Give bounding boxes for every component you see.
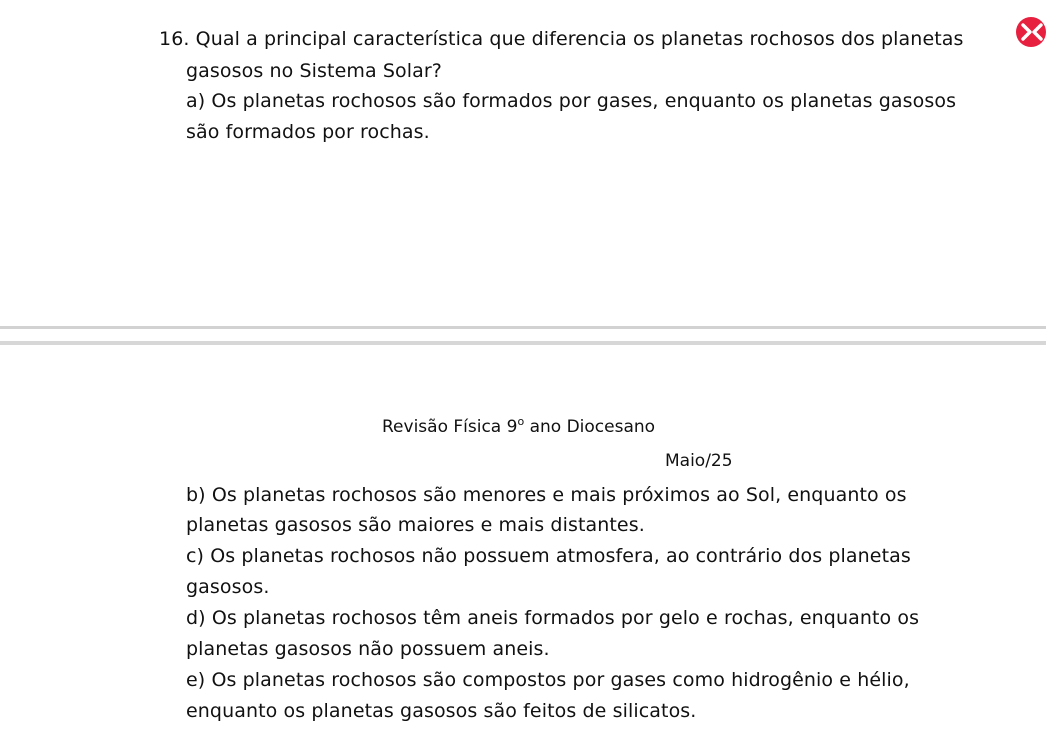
- page-bottom: [0, 346, 1046, 745]
- option-e-line1: e) Os planetas rochosos são compostos por gases como hidrogênio e hélio,: [186, 669, 910, 691]
- option-b-line2: planetas gasosos são maiores e mais distantes.: [186, 514, 645, 536]
- option-d-line2: planetas gasosos não possuem aneis.: [186, 638, 550, 660]
- option-b-line1: b) Os planetas rochosos são menores e mais próximos ao Sol, enquanto os: [186, 484, 907, 506]
- question-title-line2: gasosos no Sistema Solar?: [186, 60, 442, 82]
- close-icon: [1021, 23, 1043, 41]
- option-a-line1: a) Os planetas rochosos são formados por gases, enquanto os planetas gasosos: [186, 90, 957, 112]
- document-header-title: [382, 416, 655, 440]
- option-d-line1: d) Os planetas rochosos têm aneis formados por gelo e rochas, enquanto os: [186, 607, 920, 629]
- page-top: [0, 0, 1046, 326]
- separator-line-top: [0, 326, 1046, 329]
- page-separator: [0, 326, 1046, 346]
- question-title-line1: 16. Qual a principal característica que diferencia os planetas rochosos dos planetas: [159, 28, 964, 50]
- document-header-date: Maio/25: [665, 451, 733, 471]
- header-title-suffix: ano Diocesano: [524, 417, 656, 437]
- header-title-prefix: Revisão Física 9: [382, 417, 518, 437]
- option-e-line2: enquanto os planetas gasosos são feitos de silicatos.: [186, 700, 697, 722]
- close-button[interactable]: [1016, 17, 1046, 47]
- option-c-line2: gasosos.: [186, 576, 270, 598]
- header-ordinal: o: [517, 415, 525, 428]
- separator-line-bottom: [0, 341, 1046, 345]
- option-c-line1: c) Os planetas rochosos não possuem atmosfera, ao contrário dos planetas: [186, 545, 911, 567]
- option-a-line2: são formados por rochas.: [186, 121, 430, 143]
